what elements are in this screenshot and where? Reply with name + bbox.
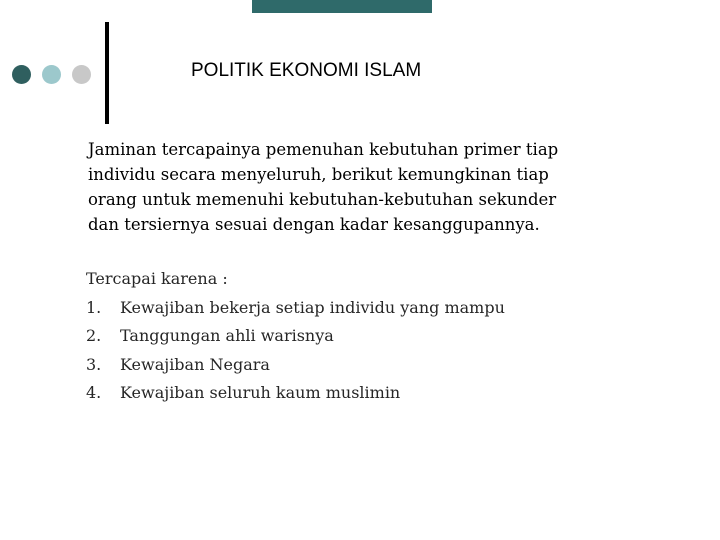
list-item-text: Kewajiban bekerja setiap individu yang mampu [120, 297, 505, 317]
slide-title: POLITIK EKONOMI ISLAM [191, 60, 422, 81]
list-item-text: Kewajiban seluruh kaum muslimin [120, 383, 401, 402]
main-paragraph [88, 137, 648, 237]
list-item-number: 4. [86, 383, 102, 402]
list-item [86, 294, 505, 323]
paragraph-line: orang untuk memenuhi kebutuhan-kebutuhan sekunder [88, 190, 557, 209]
paragraph-line: individu secara menyeluruh, berikut kemungkinan tiap [88, 165, 549, 184]
decorative-dot-gray [72, 65, 91, 84]
list-item-number: 2. [86, 326, 102, 345]
list-item [86, 351, 505, 380]
list-item-text: Tanggungan ahli warisnya [120, 326, 334, 345]
decorative-dot-light-teal [42, 65, 61, 84]
list-item-text: Kewajiban Negara [120, 354, 270, 374]
list-item [86, 379, 505, 408]
paragraph-line: dan tersiernya sesuai dengan kadar kesanggupannya. [88, 215, 540, 234]
paragraph-line: Jaminan tercapainya pemenuhan kebutuhan primer tiap [88, 140, 559, 159]
reasons-list [86, 294, 505, 408]
vertical-divider [105, 22, 109, 124]
reasons-heading: Tercapai karena : [86, 269, 228, 288]
list-item [86, 322, 505, 351]
decorative-dot-dark [12, 65, 31, 84]
list-item-number: 3. [86, 354, 102, 374]
reasons-section [86, 265, 505, 408]
top-accent-bar [252, 0, 432, 13]
list-item-number: 1. [86, 297, 102, 317]
